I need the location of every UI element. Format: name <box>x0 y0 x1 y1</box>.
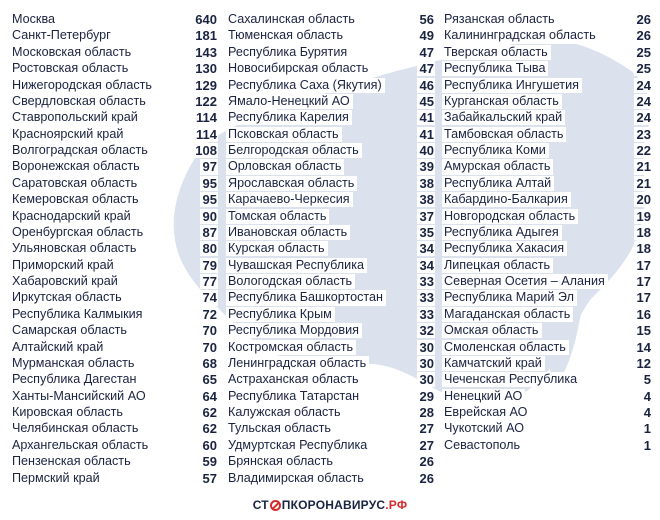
region-value: 56 <box>417 12 435 27</box>
region-row <box>10 389 218 404</box>
region-name: Нижегородская область <box>10 78 155 93</box>
region-row <box>226 340 435 355</box>
region-value: 114 <box>193 127 218 142</box>
region-value: 19 <box>634 209 652 224</box>
region-value: 37 <box>417 209 435 224</box>
region-row <box>10 225 218 240</box>
region-name: Владимирская область <box>226 471 367 486</box>
region-row <box>226 258 435 273</box>
region-row <box>10 307 218 322</box>
region-value: 41 <box>417 127 435 142</box>
region-row <box>442 241 652 256</box>
region-row <box>226 192 435 207</box>
region-row <box>442 258 652 273</box>
region-row <box>442 209 652 224</box>
region-name: Белгородская область <box>226 143 362 158</box>
region-name: Москва <box>10 12 58 27</box>
region-value: 45 <box>417 94 435 109</box>
region-row <box>442 78 652 93</box>
region-row <box>226 159 435 174</box>
region-value: 64 <box>200 389 218 404</box>
region-row <box>10 241 218 256</box>
region-name: Амурская область <box>442 159 553 174</box>
region-name: Еврейская АО <box>442 405 530 420</box>
region-value: 21 <box>634 176 652 191</box>
region-value: 114 <box>193 110 218 125</box>
region-name: Воронежская область <box>10 159 143 174</box>
region-value: 80 <box>200 241 218 256</box>
region-row <box>10 94 218 109</box>
region-row <box>226 127 435 142</box>
region-row <box>10 28 218 43</box>
region-value: 28 <box>417 405 435 420</box>
region-name: Республика Карелия <box>226 110 352 125</box>
region-value: 79 <box>200 258 218 273</box>
region-name: Республика Саха (Якутия) <box>226 78 385 93</box>
region-name: Иркутская область <box>10 290 125 305</box>
region-name: Краснодарский край <box>10 209 134 224</box>
region-value: 47 <box>417 45 435 60</box>
region-row <box>10 421 218 436</box>
region-row <box>442 28 652 43</box>
region-value: 1 <box>641 421 652 436</box>
region-row <box>10 323 218 338</box>
region-name: Приморский край <box>10 258 117 273</box>
region-name: Ханты-Мансийский АО <box>10 389 149 404</box>
region-value: 30 <box>417 372 435 387</box>
region-value: 30 <box>417 340 435 355</box>
region-row <box>226 45 435 60</box>
region-name: Алтайский край <box>10 340 106 355</box>
stopkoronavirus-logo <box>253 498 408 512</box>
region-value: 74 <box>200 290 218 305</box>
region-name: Ивановская область <box>226 225 350 240</box>
region-name: Магаданская область <box>442 307 573 322</box>
region-value: 72 <box>200 307 218 322</box>
region-value: 5 <box>641 372 652 387</box>
region-value: 17 <box>634 258 652 273</box>
region-name: Оренбургская область <box>10 225 146 240</box>
region-name: Ненецкий АО <box>442 389 525 404</box>
region-value: 68 <box>200 356 218 371</box>
region-row <box>226 94 435 109</box>
region-value: 12 <box>634 356 652 371</box>
region-value: 24 <box>634 94 652 109</box>
region-row <box>442 12 652 27</box>
region-value: 34 <box>417 258 435 273</box>
region-name: Волгоградская область <box>10 143 151 158</box>
region-value: 32 <box>417 323 435 338</box>
region-row <box>226 471 435 486</box>
region-row <box>10 110 218 125</box>
region-value: 38 <box>417 192 435 207</box>
region-name: Удмуртская Республика <box>226 438 370 453</box>
region-name: Республика Хакасия <box>442 241 567 256</box>
region-row <box>10 12 218 27</box>
region-value: 18 <box>634 241 652 256</box>
region-name: Республика Коми <box>442 143 549 158</box>
region-row <box>226 78 435 93</box>
region-value: 26 <box>417 454 435 469</box>
region-row <box>226 143 435 158</box>
region-name: Республика Алтай <box>442 176 554 191</box>
region-row <box>10 176 218 191</box>
region-name: Республика Марий Эл <box>442 290 577 305</box>
region-row <box>442 372 652 387</box>
region-row <box>10 45 218 60</box>
region-value: 87 <box>200 225 218 240</box>
region-name: Республика Тыва <box>442 61 548 76</box>
region-row <box>226 454 435 469</box>
region-value: 97 <box>200 159 218 174</box>
region-row <box>442 127 652 142</box>
region-name: Карачаево-Черкесия <box>226 192 353 207</box>
region-row <box>10 143 218 158</box>
stop-icon <box>270 500 281 511</box>
region-name: Брянская область <box>226 454 336 469</box>
region-row <box>226 290 435 305</box>
region-value: 38 <box>417 176 435 191</box>
region-name: Костромская область <box>226 340 356 355</box>
region-row <box>226 176 435 191</box>
region-name: Чеченская Республика <box>442 372 580 387</box>
region-value: 24 <box>634 110 652 125</box>
region-value: 17 <box>634 290 652 305</box>
region-value: 25 <box>634 45 652 60</box>
region-name: Челябинская область <box>10 421 141 436</box>
region-name: Тверская область <box>442 45 551 60</box>
region-name: Калужская область <box>226 405 344 420</box>
region-value: 4 <box>641 389 652 404</box>
region-name: Тульская область <box>226 421 334 436</box>
region-value: 130 <box>192 61 218 76</box>
region-row <box>442 356 652 371</box>
region-name: Новгородская область <box>442 209 578 224</box>
region-value: 46 <box>417 78 435 93</box>
region-row <box>226 389 435 404</box>
region-value: 41 <box>417 110 435 125</box>
region-value: 62 <box>200 405 218 420</box>
region-row <box>226 209 435 224</box>
region-value: 33 <box>417 274 435 289</box>
region-value: 40 <box>417 143 435 158</box>
region-row <box>442 225 652 240</box>
region-name: Пермский край <box>10 471 103 486</box>
region-name: Мурманская область <box>10 356 137 371</box>
region-name: Камчатский край <box>442 356 545 371</box>
region-row <box>226 307 435 322</box>
region-value: 33 <box>417 290 435 305</box>
region-row <box>226 110 435 125</box>
region-name: Севастополь <box>442 438 523 453</box>
region-value: 26 <box>634 12 652 27</box>
region-name: Республика Татарстан <box>226 389 362 404</box>
region-name: Саратовская область <box>10 176 140 191</box>
region-name: Ярославская область <box>226 176 357 191</box>
region-value: 129 <box>192 78 218 93</box>
region-row <box>10 258 218 273</box>
region-name: Ростовская область <box>10 61 131 76</box>
region-name: Республика Дагестан <box>10 372 139 387</box>
region-value: 65 <box>200 372 218 387</box>
region-row <box>226 421 435 436</box>
region-name: Ставропольский край <box>10 110 141 125</box>
region-row <box>10 159 218 174</box>
region-row <box>226 372 435 387</box>
region-row <box>10 192 218 207</box>
logo-text-end: .РФ <box>385 498 408 512</box>
region-value: 70 <box>200 340 218 355</box>
logo-text-start: СТ <box>252 498 269 512</box>
region-row <box>442 389 652 404</box>
region-value: 27 <box>417 438 435 453</box>
region-value: 29 <box>417 389 435 404</box>
region-name: Ямало-Ненецкий АО <box>226 94 353 109</box>
region-row <box>10 372 218 387</box>
region-value: 39 <box>417 159 435 174</box>
region-value: 25 <box>634 61 652 76</box>
region-row <box>442 159 652 174</box>
column-2 <box>226 12 435 487</box>
region-row <box>226 438 435 453</box>
region-row <box>10 405 218 420</box>
region-row <box>442 307 652 322</box>
region-value: 27 <box>417 421 435 436</box>
region-name: Ульяновская область <box>10 241 139 256</box>
column-1 <box>10 12 218 487</box>
region-name: Республика Бурятия <box>226 45 350 60</box>
region-name: Курская область <box>226 241 328 256</box>
region-row <box>442 323 652 338</box>
region-value: 21 <box>634 159 652 174</box>
region-value: 34 <box>417 241 435 256</box>
region-row <box>10 61 218 76</box>
region-row <box>442 61 652 76</box>
region-row <box>442 438 652 453</box>
region-value: 33 <box>417 307 435 322</box>
region-name: Республика Калмыкия <box>10 307 146 322</box>
region-name: Республика Крым <box>226 307 335 322</box>
region-row <box>226 323 435 338</box>
region-name: Забайкальский край <box>442 110 565 125</box>
region-value: 22 <box>634 143 652 158</box>
region-name: Самарская область <box>10 323 130 338</box>
region-name: Тамбовская область <box>442 127 566 142</box>
region-name: Санкт-Петербург <box>10 28 114 43</box>
region-value: 30 <box>417 356 435 371</box>
region-row <box>226 225 435 240</box>
region-value: 62 <box>200 421 218 436</box>
region-value: 60 <box>200 438 218 453</box>
region-name: Кемеровская область <box>10 192 142 207</box>
region-value: 18 <box>634 225 652 240</box>
region-name: Псковская область <box>226 127 342 142</box>
region-row <box>442 290 652 305</box>
region-name: Сахалинская область <box>226 12 358 27</box>
region-row <box>442 176 652 191</box>
region-row <box>10 471 218 486</box>
region-name: Кировская область <box>10 405 126 420</box>
region-name: Красноярский край <box>10 127 126 142</box>
region-name: Орловская область <box>226 159 344 174</box>
region-value: 59 <box>200 454 218 469</box>
region-name: Республика Башкортостан <box>226 290 386 305</box>
region-value: 16 <box>634 307 652 322</box>
logo-text-mid: ПКОРОНАВИРУС <box>281 498 386 512</box>
region-value: 49 <box>417 28 435 43</box>
region-value: 122 <box>192 94 218 109</box>
column-3 <box>442 12 652 454</box>
region-row <box>10 274 218 289</box>
region-value: 14 <box>634 340 652 355</box>
region-row <box>442 94 652 109</box>
region-name: Республика Мордовия <box>226 323 362 338</box>
region-name: Вологодская область <box>226 274 355 289</box>
region-value: 95 <box>200 192 218 207</box>
region-value: 17 <box>634 274 652 289</box>
region-row <box>10 454 218 469</box>
region-name: Калининградская область <box>442 28 599 43</box>
region-value: 23 <box>634 127 652 142</box>
region-table <box>0 12 660 488</box>
region-row <box>10 127 218 142</box>
region-row <box>442 143 652 158</box>
region-name: Тюменская область <box>226 28 346 43</box>
region-value: 143 <box>192 45 218 60</box>
region-value: 77 <box>200 274 218 289</box>
region-row <box>442 45 652 60</box>
region-name: Омская область <box>442 323 542 338</box>
region-row <box>226 28 435 43</box>
region-row <box>226 241 435 256</box>
region-value: 70 <box>200 323 218 338</box>
region-value: 640 <box>192 12 218 27</box>
region-name: Республика Ингушетия <box>442 78 582 93</box>
region-row <box>442 110 652 125</box>
region-name: Смоленская область <box>442 340 569 355</box>
region-value: 15 <box>634 323 652 338</box>
region-name: Северная Осетия – Алания <box>442 274 608 289</box>
region-value: 1 <box>641 438 652 453</box>
region-name: Кабардино-Балкария <box>442 192 571 207</box>
region-value: 35 <box>417 225 435 240</box>
region-row <box>10 290 218 305</box>
region-name: Курганская область <box>442 94 562 109</box>
region-row <box>442 274 652 289</box>
region-row <box>10 340 218 355</box>
region-row <box>10 209 218 224</box>
region-row <box>226 274 435 289</box>
region-row <box>10 78 218 93</box>
region-row <box>226 356 435 371</box>
region-name: Астраханская область <box>226 372 362 387</box>
region-value: 90 <box>200 209 218 224</box>
region-name: Хабаровский край <box>10 274 121 289</box>
region-value: 181 <box>192 28 218 43</box>
region-row <box>226 61 435 76</box>
region-value: 95 <box>200 176 218 191</box>
region-name: Новосибирская область <box>226 61 371 76</box>
region-name: Чувашская Республика <box>226 258 367 273</box>
region-row <box>10 356 218 371</box>
region-value: 26 <box>634 28 652 43</box>
region-row <box>442 192 652 207</box>
region-value: 26 <box>417 471 435 486</box>
region-name: Липецкая область <box>442 258 553 273</box>
region-row <box>226 405 435 420</box>
region-value: 20 <box>634 192 652 207</box>
region-name: Московская область <box>10 45 134 60</box>
region-row <box>10 438 218 453</box>
region-name: Архангельская область <box>10 438 151 453</box>
region-row <box>442 405 652 420</box>
region-name: Рязанская область <box>442 12 558 27</box>
region-row <box>442 421 652 436</box>
region-row <box>226 12 435 27</box>
region-name: Чукотский АО <box>442 421 527 436</box>
region-value: 57 <box>200 471 218 486</box>
region-name: Пензенская область <box>10 454 134 469</box>
region-value: 108 <box>192 143 218 158</box>
region-name: Свердловская область <box>10 94 149 109</box>
region-value: 47 <box>417 61 435 76</box>
region-name: Республика Адыгея <box>442 225 562 240</box>
region-row <box>442 340 652 355</box>
region-value: 4 <box>641 405 652 420</box>
region-name: Ленинградская область <box>226 356 369 371</box>
region-value: 24 <box>634 78 652 93</box>
footer <box>0 496 660 514</box>
region-name: Томская область <box>226 209 329 224</box>
